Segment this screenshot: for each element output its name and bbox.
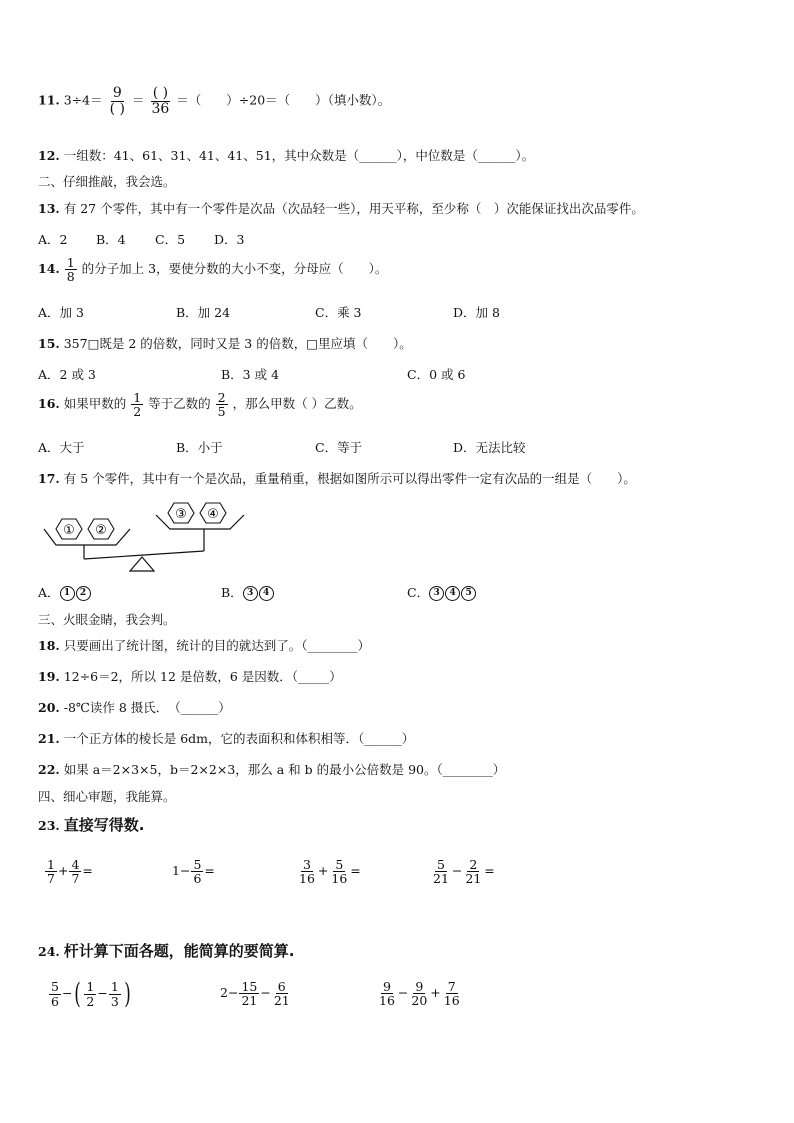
section-3-heading: 三、火眼金睛，我会判。	[38, 612, 176, 627]
operand: 2−	[220, 985, 239, 1001]
operator: −	[61, 985, 73, 1001]
option-b[interactable]: B．加 24	[176, 305, 231, 320]
equals-sign: =	[484, 863, 495, 879]
numerator: 9	[382, 979, 391, 994]
q11-expression-rest: ＝（ ）÷20＝（ ）（填小数）。	[176, 92, 391, 108]
circled-number: 3	[429, 586, 444, 601]
numerator: 2	[217, 390, 226, 405]
fulcrum-triangle	[130, 557, 154, 571]
question-text: -8℃读作 8 摄氏． （______）	[63, 700, 231, 715]
option-a[interactable]	[38, 583, 92, 601]
circled-number: 5	[461, 586, 476, 601]
question-number: 20.	[38, 700, 60, 715]
denominator: 6	[51, 993, 59, 1009]
fraction	[431, 858, 451, 885]
numerator: 1	[66, 255, 75, 270]
weight-label: ①	[63, 523, 75, 538]
operator: +	[57, 863, 69, 879]
weight-label: ②	[95, 523, 107, 538]
numerator: 1	[47, 857, 55, 872]
q11-expression-start: 3÷4＝	[63, 92, 103, 108]
option-d[interactable]: D．3	[214, 232, 245, 247]
equals-sign: =	[204, 863, 215, 879]
circled-number: 3	[243, 586, 258, 601]
fraction	[216, 391, 228, 418]
operator: +	[430, 985, 441, 1001]
question-20	[38, 698, 231, 716]
right-parenthesis: )	[123, 977, 131, 1010]
numerator: 9	[112, 85, 122, 101]
option-a[interactable]: A．2	[38, 232, 68, 247]
denominator: 6	[193, 871, 202, 887]
question-text: 如果甲数的	[63, 396, 127, 412]
question-number: 12.	[38, 148, 60, 163]
fraction	[272, 980, 292, 1007]
fraction	[409, 980, 429, 1007]
calc-item	[172, 858, 215, 885]
question-number: 19.	[38, 669, 60, 684]
option-b[interactable]	[221, 583, 275, 601]
fraction	[191, 858, 203, 885]
option-a[interactable]: A．大于	[38, 440, 85, 455]
fraction	[65, 256, 77, 283]
denominator: 16	[299, 871, 315, 887]
question-15	[38, 334, 412, 352]
option-b[interactable]: B．4	[96, 232, 126, 247]
question-17	[38, 469, 636, 487]
option-c[interactable]: C．等于	[315, 440, 363, 455]
denominator: 21	[273, 993, 290, 1009]
option-b[interactable]: B．3 或 4	[221, 367, 280, 382]
option-c[interactable]: C．乘 3	[315, 305, 362, 320]
denominator-blank[interactable]: ( )	[109, 100, 125, 117]
question-number: 22.	[38, 762, 60, 777]
question-18	[38, 636, 370, 654]
weight-label: ③	[175, 507, 187, 522]
operator: +	[317, 863, 329, 879]
fraction	[108, 86, 127, 116]
numerator: 2	[469, 857, 478, 872]
fraction	[49, 980, 61, 1007]
question-22	[38, 760, 505, 778]
section-2-heading: 二、仔细推敲，我会选。	[38, 174, 176, 189]
calc-item	[430, 858, 495, 885]
calc-item	[44, 858, 93, 885]
question-text: ，那么甲数（ ）乙数。	[232, 396, 362, 412]
numerator: 3	[302, 857, 311, 872]
question-text: 有 5 个零件，其中有一个是次品，重量稍重，根据如图所示可以得出零件一定有次品的一组是（ ）。	[63, 471, 636, 486]
question-23	[38, 814, 144, 835]
numerator: 1	[133, 390, 142, 405]
question-text: 只要画出了统计图，统计的目的就达到了。（________）	[63, 638, 370, 653]
denominator: 16	[443, 993, 460, 1009]
fraction	[149, 86, 171, 116]
numerator: 6	[277, 979, 286, 994]
denominator: 36	[151, 100, 170, 117]
circled-number: 1	[60, 586, 75, 601]
denominator: 3	[110, 993, 119, 1009]
option-label: B．	[221, 585, 243, 600]
denominator: 21	[241, 993, 258, 1009]
operator: −	[260, 985, 271, 1001]
numerator: 5	[335, 857, 344, 872]
calc-expression	[220, 980, 293, 1007]
operator: −	[451, 863, 463, 879]
fraction	[239, 980, 259, 1007]
fraction	[131, 391, 143, 418]
denominator: 2	[86, 993, 95, 1009]
fraction	[463, 858, 483, 885]
question-text: 一组数：41、61、31、41、41、51，其中众数是（______），中位数是（______）。	[63, 148, 535, 163]
beam	[84, 551, 204, 559]
question-21	[38, 729, 414, 747]
question-number: 17.	[38, 471, 60, 486]
denominator: 16	[331, 871, 348, 887]
option-c[interactable]	[407, 583, 477, 601]
question-text: 的分子加上 3，要使分数的大小不变，分母应（ ）。	[81, 261, 388, 277]
option-d[interactable]: D．无法比较	[453, 440, 526, 455]
question-19	[38, 667, 342, 685]
denominator: 8	[66, 269, 75, 285]
fraction	[329, 858, 349, 885]
denominator: 2	[133, 404, 142, 420]
operator: −	[397, 985, 409, 1001]
circled-number: 4	[445, 586, 460, 601]
denominator: 20	[411, 993, 428, 1009]
option-label: A．	[38, 585, 60, 600]
numerator: 4	[71, 857, 80, 872]
question-text: 等于乙数的	[148, 396, 211, 412]
numerator: 1	[110, 979, 119, 995]
question-24	[38, 940, 294, 961]
question-text: 12÷6＝2，所以 12 是倍数，6 是因数．（_____）	[63, 669, 342, 684]
fraction	[377, 980, 397, 1007]
denominator: 7	[71, 871, 80, 887]
numerator: 5	[193, 857, 202, 872]
question-16	[38, 391, 362, 418]
option-d[interactable]: D．加 8	[453, 305, 500, 320]
numerator: 1	[86, 979, 95, 995]
option-label: C．	[407, 585, 430, 600]
question-11	[38, 86, 390, 116]
question-number: 23.	[38, 818, 60, 833]
calc-expression	[376, 980, 463, 1007]
section-4-heading: 四、细心审题，我能算。	[38, 789, 176, 804]
equals-sign: =	[350, 863, 361, 879]
question-14	[38, 256, 387, 283]
fraction	[109, 980, 121, 1007]
fraction	[442, 980, 462, 1007]
option-b[interactable]: B．小于	[176, 440, 223, 455]
question-text: 有 27 个零件，其中有一个零件是次品（次品轻一些），用天平称，至少称（ ）次能保证找出次品零件。	[63, 201, 644, 216]
numerator: 9	[415, 979, 424, 994]
fraction	[297, 858, 317, 885]
denominator: 5	[217, 404, 226, 420]
question-title: 直接写得数.	[63, 816, 145, 834]
question-text: 如果 a＝2×3×5，b＝2×2×3，那么 a 和 b 的最小公倍数是 90。（________）	[63, 762, 506, 777]
option-a[interactable]: A．2 或 3	[38, 367, 96, 382]
denominator: 7	[47, 871, 55, 887]
weight-label: ④	[207, 507, 219, 522]
circled-number: 2	[76, 586, 91, 601]
numerator: 7	[447, 979, 456, 994]
question-number: 18.	[38, 638, 60, 653]
question-text: 357□既是 2 的倍数，同时又是 3 的倍数，□里应填（ ）。	[63, 336, 412, 351]
circled-number: 4	[259, 586, 274, 601]
left-parenthesis: (	[74, 977, 82, 1010]
denominator: 21	[465, 871, 482, 887]
fraction	[69, 858, 81, 885]
option-c[interactable]: C．5	[155, 232, 186, 247]
question-12	[38, 146, 534, 164]
denominator: 21	[433, 871, 449, 887]
operand: 1−	[172, 863, 191, 879]
calc-expression	[48, 977, 133, 1010]
numerator-blank[interactable]: ( )	[152, 85, 169, 101]
option-c[interactable]: C．0 或 6	[407, 367, 466, 382]
question-number: 24.	[38, 944, 60, 959]
question-number: 21.	[38, 731, 60, 746]
question-number: 15.	[38, 336, 60, 351]
question-text: 一个正方体的棱长是 6dm，它的表面积和体积相等．（______）	[63, 731, 415, 746]
equals-sign: =	[82, 863, 93, 879]
question-number: 13.	[38, 201, 60, 216]
calc-item	[296, 858, 361, 885]
question-number: 16.	[38, 396, 60, 412]
denominator: 16	[379, 993, 395, 1009]
option-a[interactable]: A．加 3	[38, 305, 84, 320]
balance-scale-figure	[40, 495, 260, 575]
equals-sign: ＝	[131, 92, 145, 108]
numerator: 15	[241, 979, 258, 994]
question-number: 11.	[38, 92, 60, 108]
question-title: 杆计算下面各题，能简算的要简算.	[63, 942, 295, 960]
numerator: 5	[436, 857, 445, 872]
right-pan	[156, 515, 244, 529]
operator: −	[97, 985, 108, 1001]
fraction	[45, 858, 57, 885]
question-13	[38, 199, 644, 217]
fraction	[84, 980, 96, 1007]
numerator: 5	[51, 979, 59, 995]
question-number: 14.	[38, 261, 60, 277]
